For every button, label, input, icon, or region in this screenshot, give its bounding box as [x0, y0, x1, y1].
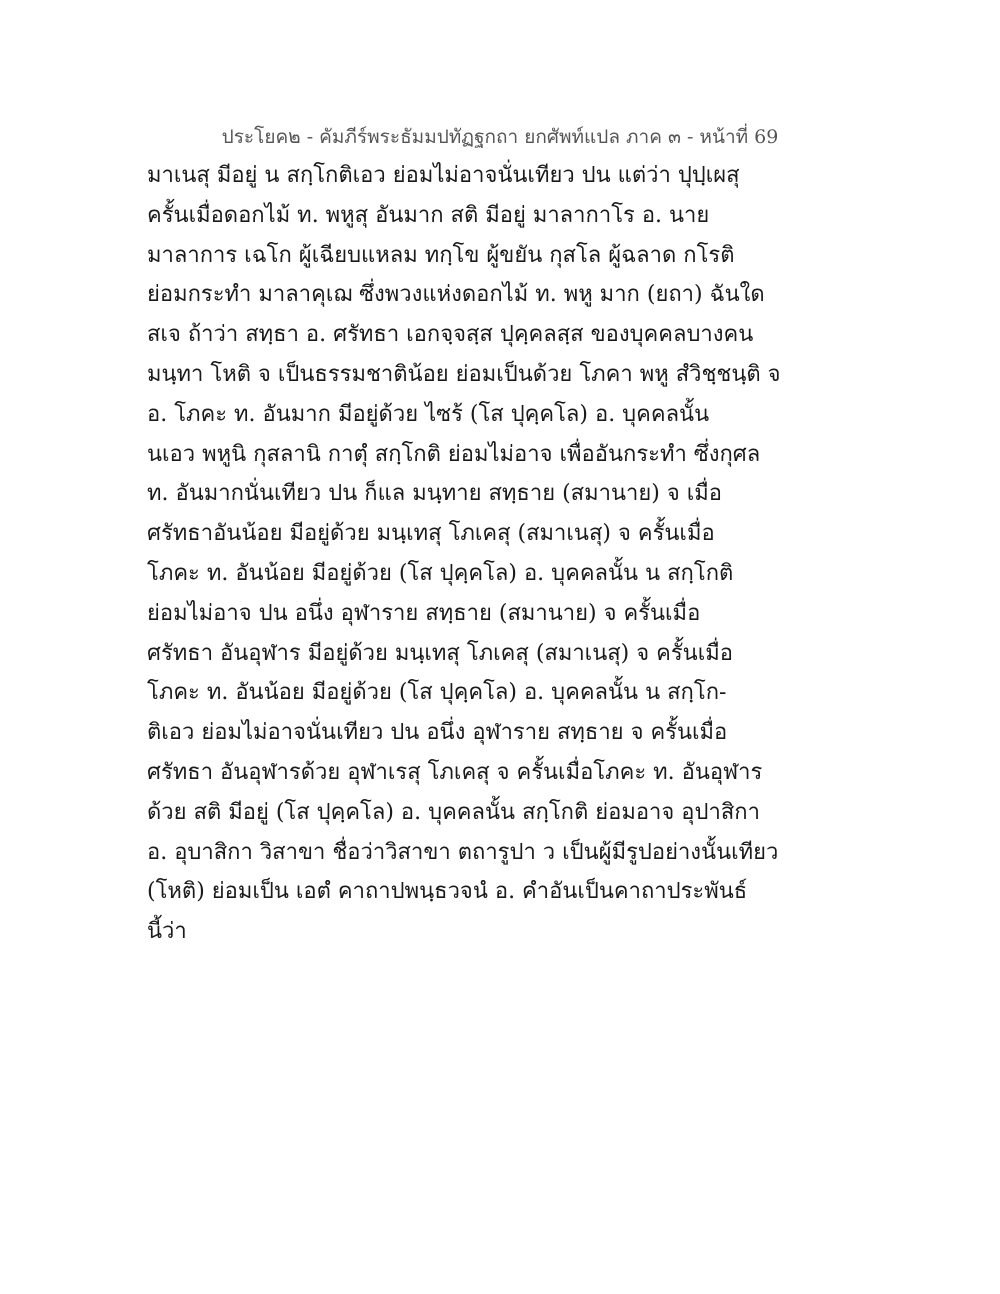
text-line: อ. อุบาสิกา วิสาขา ชื่อว่าวิสาขา ตถารูปา ว เป็นผู้มีรูปอย่างนั้นเทียว [147, 839, 779, 865]
text-line: อ. โภคะ ท. อันมาก มีอยู่ด้วย ไซร้ (โส ปุคฺคโล) อ. บุคคลนั้น [147, 401, 710, 427]
text-line: โภคะ ท. อันน้อย มีอยู่ด้วย (โส ปุคฺคโล) อ. บุคคลนั้น น สกฺโกติ [147, 560, 734, 586]
body-text [147, 156, 867, 952]
text-line: นเอว พหูนิ กุสลานิ กาตุํ สกฺโกติ ย่อมไม่อาจ เพื่ออันกระทำ ซึ่งกุศล [147, 441, 761, 467]
text-line: ศรัทธาอันน้อย มีอยู่ด้วย มนฺเทสุ โภเคสุ (สมาเนสุ) จ ครั้นเมื่อ [147, 521, 715, 547]
text-line: มาลาการ เฉโก ผู้เฉียบแหลม ทกฺโข ผู้ขยัน กุสโล ผู้ฉลาด กโรติ [147, 242, 735, 268]
text-line: นี้ว่า [147, 919, 187, 945]
text-line: ศรัทธา อันอุฬารด้วย อุฬาเรสุ โภเคสุ จ ครั้นเมื่อโภคะ ท. อันอุฬาร [147, 759, 763, 785]
text-line: ด้วย สติ มีอยู่ (โส ปุคฺคโล) อ. บุคคลนั้น สกฺโกติ ย่อมอาจ อุปาสิกา [147, 799, 760, 825]
text-line: ครั้นเมื่อดอกไม้ ท. พหูสุ อันมาก สติ มีอยู่ มาลากาโร อ. นาย [147, 202, 710, 228]
text-line: ติเอว ย่อมไม่อาจนั่นเทียว ปน อนึ่ง อุฬาราย สทฺธาย จ ครั้นเมื่อ [147, 720, 728, 746]
text-line: ย่อมกระทำ มาลาคุเฌ ซึ่งพวงแห่งดอกไม้ ท. พหู มาก (ยถา) ฉันใด [147, 282, 765, 308]
text-line: ท. อันมากนั่นเทียว ปน ก็แล มนฺทาย สทฺธาย (สมานาย) จ เมื่อ [147, 481, 722, 507]
text-line: (โหติ) ย่อมเป็น เอตํ คาถาปพนฺธวจนํ อ. คำอันเป็นคาถาประพันธ์ [147, 879, 748, 905]
page-header: ประโยค๒ - คัมภีร์พระธัมมปทัฏฐกถา ยกศัพท์แปล ภาค ๓ - หน้าที่ 69 [221, 126, 779, 148]
text-line: มนฺทา โหติ จ เป็นธรรมชาติน้อย ย่อมเป็นด้วย โภคา พหู สํวิชฺชนฺติ จ [147, 361, 781, 387]
text-line: สเจ ถ้าว่า สทฺธา อ. ศรัทธา เอกจฺจสฺส ปุคฺคลสฺส ของบุคคลบางคน [147, 322, 754, 348]
text-line: โภคะ ท. อันน้อย มีอยู่ด้วย (โส ปุคฺคโล) อ. บุคคลนั้น น สกฺโก- [147, 680, 727, 706]
text-line: ย่อมไม่อาจ ปน อนึ่ง อุฬาราย สทฺธาย (สมานาย) จ ครั้นเมื่อ [147, 600, 701, 626]
text-line: มาเนสุ มีอยู่ น สกฺโกติเอว ย่อมไม่อาจนั่นเทียว ปน แต่ว่า ปุปฺเผสุ [147, 163, 740, 188]
text-line: ศรัทธา อันอุฬาร มีอยู่ด้วย มนฺเทสุ โภเคสุ (สมาเนสุ) จ ครั้นเมื่อ [147, 640, 733, 666]
